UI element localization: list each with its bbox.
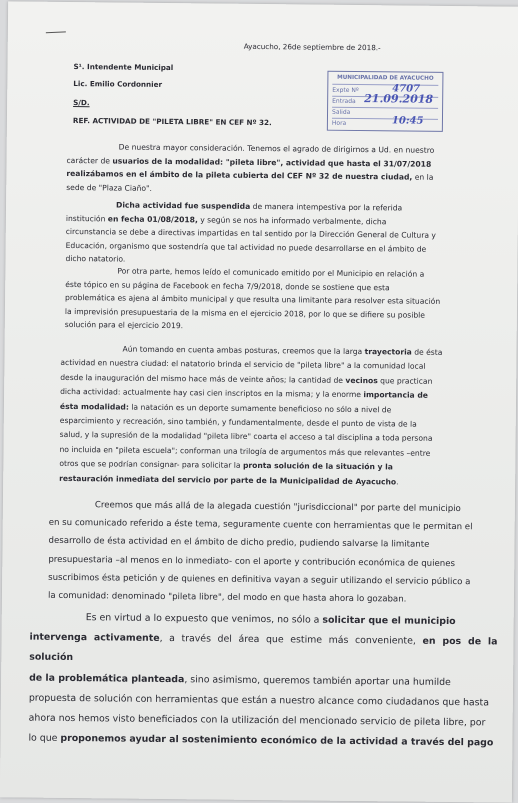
pen-mark <box>46 31 66 33</box>
paragraph-1: De nuestra mayor consideración. Tenemos el agrado de dirigirnos a Ud. en nuestro carácter de usuarios de la modalidad: "pileta libre", actividad que hasta el 31/07/2018 realizábamos en el ámbito de la pileta cubierta del CEF Nº 32 de nuestra ciudad, en la sede de "Plaza Ciaño". <box>66 142 435 193</box>
reference-line: REF. ACTIVIDAD DE "PILETA LIBRE" EN CEF Nº 32. <box>72 116 272 128</box>
date-line: Ayacucho, 26de septiembre de 2018.- <box>243 41 381 53</box>
document-page <box>0 1 518 802</box>
paragraph-5: Creemos que más allá de la alegada cuestión "jurisdiccional" por parte del municipio en su comunicado referido a éste tema, seguramente cuente con herramientas que le permitan el desarrollo de ésta actividad en el ámbito de dicho predio, pudiendo salvarse la limitante presupuestaria –al menos en lo inmediato- con el aporte y contribución económica de quienes suscribimos ésta petición y de quienes en definitiva vayan a seguir utilizando el servicio público a la comunidad: denominado "pileta libre", del modo en que hasta ahora lo gozaban. <box>47 500 473 605</box>
stamp-title: MUNICIPALIDAD DE AYACUCHO <box>332 73 438 86</box>
paragraph-6: Es en virtud a lo expuesto que venimos, no sólo a solicitar que el municipio intervenga activamente, a través del área que estime más conveniente, en pos de la solución de la problemática planteada, sino asimismo, queremos también aportar una humilde propuesta de solución con herramientas que están a nuestro alcance como ciudadanos que hasta ahora nos hemos visto beneficiados con la utilización del mencionado servicio de pileta libre, por lo que proponemos ayudar al sostenimiento económico de la actividad a través del pago <box>28 612 498 749</box>
stamp-expte-value: 4707 <box>392 83 421 95</box>
stamp-label: Hora <box>331 119 347 127</box>
paragraph-3: Por otra parte, hemos leído el comunicado emitido por el Municipio en relación a éste tópico en su página de Facebook en fecha 7/9/2018, donde se sostiene que esta problemática es ajena al ámbito municipal y que resulta una limitante para resolver esta situación la imprevisión presupuestaria de la misma en el ejercicio 2018, por lo que se difiere su posible solución para el ejercicio 2019. <box>64 266 441 331</box>
paragraph-4: Aún tomando en cuenta ambas posturas, creemos que la larga trayectoria de ésta actividad en nuestra ciudad: el natatorio brinda el servicio de "pileta libre" a la comunidad local desde la inauguración del mismo hace más de veinte años; la cantidad de vecinos que practican dicha actividad: actualmente hay casi cien inscriptos en la misma; y la enorme importancia de ésta modalidad: la natación es un deporte sumamente beneficioso no sólo a nivel de esparcimiento y recreación, sino también, y fundamentalmente, desde el punto de vista de la salud, y la supresión de la modalidad "pileta libre" coarta el acceso a tal disciplina a toda persona no incluida en "pileta escuela"; conforman una trilogía de argumentos más que relevantes –entre otros que se podrían consignar- para solicitar la pronta solución de la situación y la restauración inmediata del servicio por parte de la Municipalidad de Ayacucho. <box>59 344 443 487</box>
reception-stamp <box>327 71 444 132</box>
stamp-label: Salida <box>332 108 351 116</box>
recipient-title: S¹. Intendente Municipal <box>73 62 174 73</box>
letter <box>0 1 518 802</box>
stamp-entrada-value: 21.09.2018 <box>364 92 434 106</box>
stamp-label: Expte Nº <box>332 86 359 95</box>
stamp-label: Entrada <box>332 97 356 105</box>
stamp-row-hora <box>331 115 438 130</box>
recipient-name: Lic. Emilio Cordonnier <box>73 79 163 89</box>
paragraph-2: Dicha actividad fue suspendida de manera intempestiva por la referida institución en fecha 01/08/2018, y según se nos ha informado verbalmente, dicha circunstancia se debe a directivas impartidas en tal sentido por la Dirección General de Cultura y Educación, organismo que sostendría que tal actividad no puede desarrollarse en el ámbito de dicho natatorio. <box>65 200 436 264</box>
sd-line: S/D. <box>73 98 90 108</box>
stamp-hora-value: 10:45 <box>391 115 424 127</box>
